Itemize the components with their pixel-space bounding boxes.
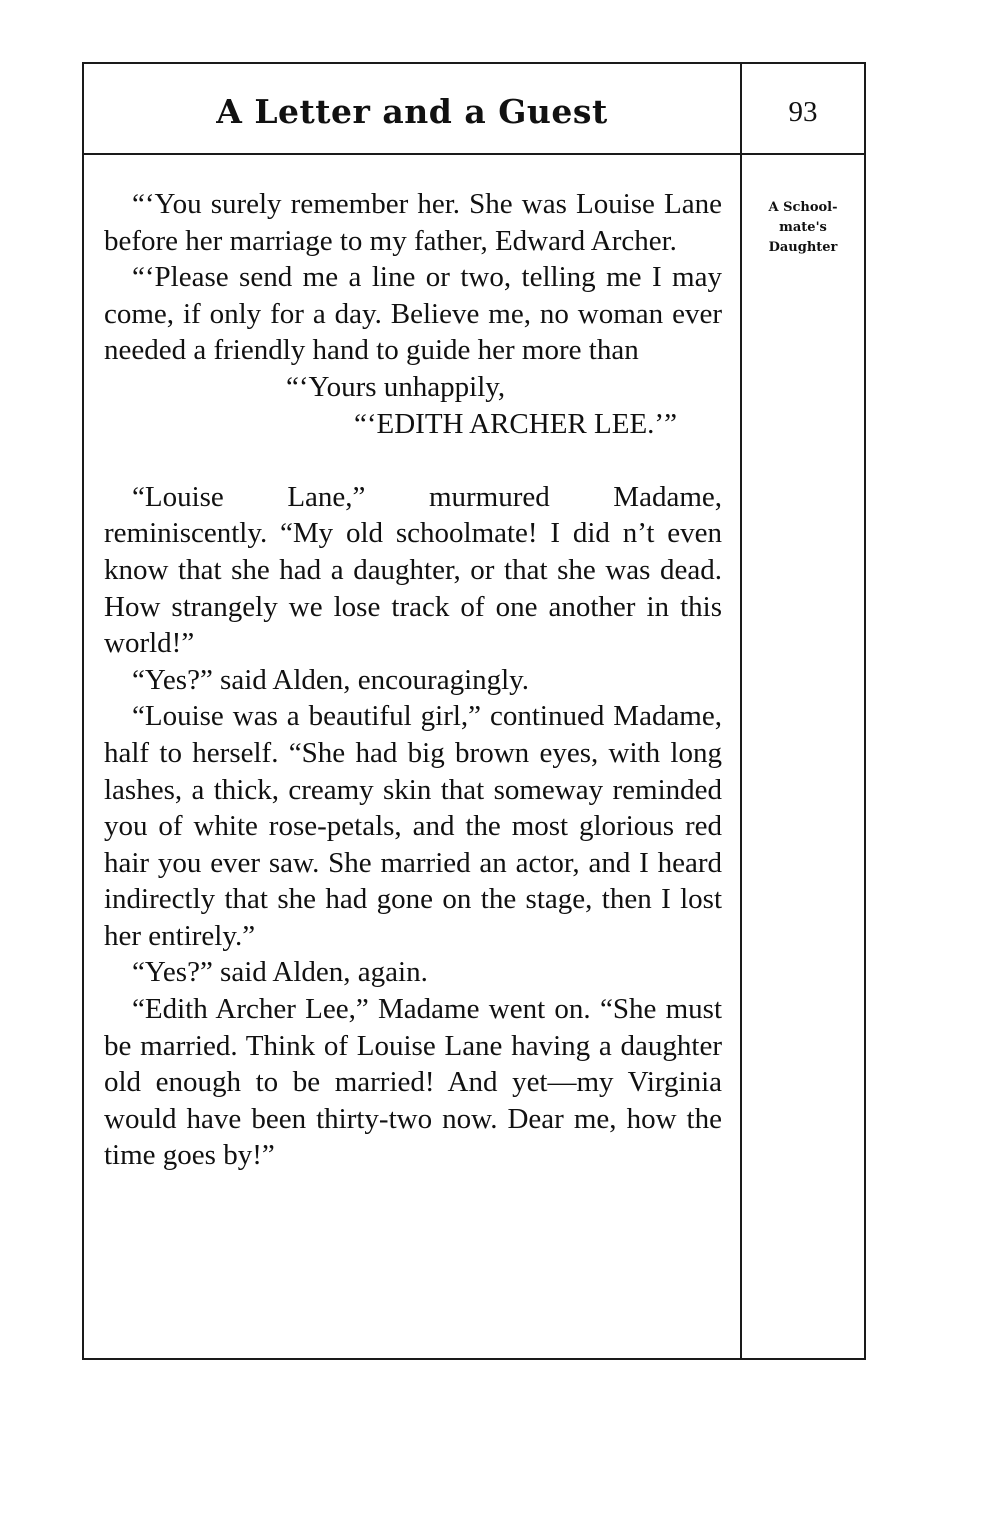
margin-note-line: Daughter xyxy=(768,240,838,255)
letter-signature: “‘EDITH ARCHER LEE.’” xyxy=(354,407,677,440)
body-text xyxy=(104,186,722,1174)
paragraph: “Yes?” said Alden, encouragingly. xyxy=(132,663,530,696)
paragraph: “Louise Lane,” murmured Madame, reminiscently. “My old schoolmate! I did n’t even know that she had a daughter, or that she was dead. How strangely we lose track of one another in this world!” xyxy=(104,480,722,660)
margin-note-line: mate's xyxy=(779,220,827,235)
header-divider xyxy=(82,153,866,155)
section-gap xyxy=(104,442,722,479)
running-title: A Letter and a Guest xyxy=(216,92,608,131)
paragraph: “‘You surely remember her. She was Louise Lane before her marriage to my father, Edward Archer. xyxy=(104,188,722,257)
page-number: 93 xyxy=(788,96,818,128)
paragraph: “Edith Archer Lee,” Madame went on. “She must be married. Think of Louise Lane having a daughter old enough to be married! And yet—my Virginia would have been thirty-two now. Dear me, how the time goes by!” xyxy=(104,993,722,1172)
letter-sign-off: “‘Yours unhappily, xyxy=(286,370,506,403)
paragraph: “‘Please send me a line or two, telling me I may come, if only for a day. Believe me, no woman ever needed a friendly hand to guide her more than xyxy=(104,261,722,367)
margin-note-line: A School- xyxy=(768,200,838,215)
paragraph: “Louise was a beautiful girl,” continued Madame, half to herself. “She had big brown eyes, with long lashes, a thick, creamy skin that someway reminded you of white rose-petals, and the most glorious red hair you ever saw. She married an actor, and I heard indirectly that she had gone on the stage, then I lost her entirely.” xyxy=(104,700,722,952)
paragraph: “Yes?” said Alden, again. xyxy=(132,956,428,989)
margin-note xyxy=(742,198,864,258)
